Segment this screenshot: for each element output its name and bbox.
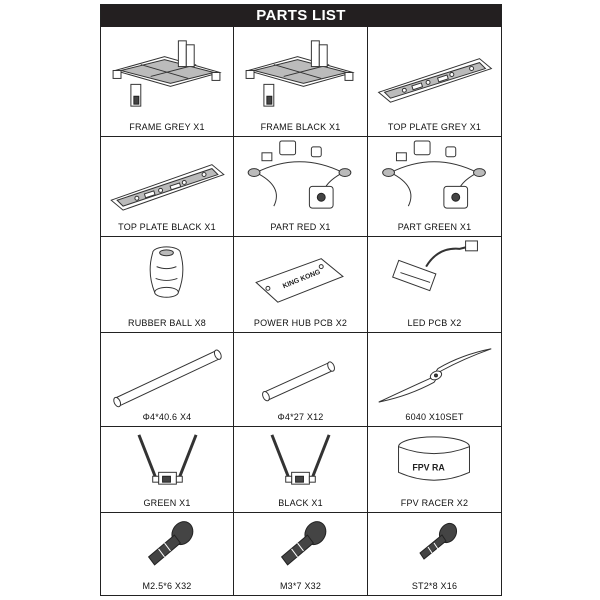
part-cell-antenna-black — [234, 427, 368, 513]
part-cell-screw-m3 — [234, 513, 368, 595]
part-label: Φ4*27 X12 — [277, 412, 324, 422]
part-label: RUBBER BALL X8 — [128, 318, 206, 328]
part-label: PART RED X1 — [270, 222, 331, 232]
part-label: FPV RACER X2 — [400, 498, 469, 508]
pcb-board-text: KING KONG — [281, 268, 322, 291]
part-cell-long-rod — [101, 333, 234, 427]
part-label: TOP PLATE GREY X1 — [387, 122, 482, 132]
part-cell-part-red — [234, 137, 368, 237]
screw-icon — [101, 513, 233, 577]
part-label: GREEN X1 — [143, 498, 191, 508]
top-plate-icon — [368, 27, 501, 118]
part-cell-frame-grey — [101, 27, 234, 137]
part-cell-screw-st2 — [368, 513, 501, 595]
mount-parts-icon — [234, 137, 367, 218]
part-label: ST2*8 X16 — [411, 581, 458, 591]
part-cell-rubber-ball — [101, 237, 234, 333]
part-label: M2.5*6 X32 — [142, 581, 192, 591]
antenna-mount-icon — [101, 427, 233, 494]
mount-parts-icon — [368, 137, 501, 218]
part-cell-top-plate-black — [101, 137, 234, 237]
frame-icon — [234, 27, 367, 118]
rubber-ball-icon — [101, 237, 233, 314]
part-cell-led-pcb — [368, 237, 501, 333]
part-label: PART GREEN X1 — [397, 222, 472, 232]
part-cell-strap — [368, 427, 501, 513]
part-label: M3*7 X32 — [279, 581, 322, 591]
part-label: POWER HUB PCB X2 — [253, 318, 348, 328]
part-label: 6040 X10SET — [405, 412, 464, 422]
antenna-mount-icon — [234, 427, 367, 494]
part-cell-part-green — [368, 137, 501, 237]
part-label: FRAME BLACK X1 — [260, 122, 341, 132]
propeller-icon — [368, 333, 501, 408]
screw-icon — [368, 513, 501, 577]
screw-icon — [234, 513, 367, 577]
top-plate-icon — [101, 137, 233, 218]
part-label: LED PCB X2 — [407, 318, 462, 328]
parts-list-title: PARTS LIST — [101, 5, 501, 27]
strap-text: FPV RA — [412, 462, 445, 473]
part-label: FRAME GREY X1 — [129, 122, 205, 132]
power-hub-pcb-icon — [234, 237, 367, 314]
part-label: TOP PLATE BLACK X1 — [118, 222, 216, 232]
part-cell-propeller — [368, 333, 501, 427]
part-cell-frame-black — [234, 27, 368, 137]
strap-icon — [368, 427, 501, 494]
parts-grid — [101, 27, 501, 595]
parts-list-sheet — [100, 4, 502, 596]
part-cell-power-hub-pcb — [234, 237, 368, 333]
long-rod-icon — [101, 333, 233, 408]
part-label: Φ4*40.6 X4 — [142, 412, 192, 422]
part-cell-top-plate-grey — [368, 27, 501, 137]
led-pcb-icon — [368, 237, 501, 314]
short-rod-icon — [234, 333, 367, 408]
part-cell-short-rod — [234, 333, 368, 427]
part-cell-screw-m25 — [101, 513, 234, 595]
part-label: BLACK X1 — [278, 498, 323, 508]
frame-icon — [101, 27, 233, 118]
part-cell-antenna-green — [101, 427, 234, 513]
